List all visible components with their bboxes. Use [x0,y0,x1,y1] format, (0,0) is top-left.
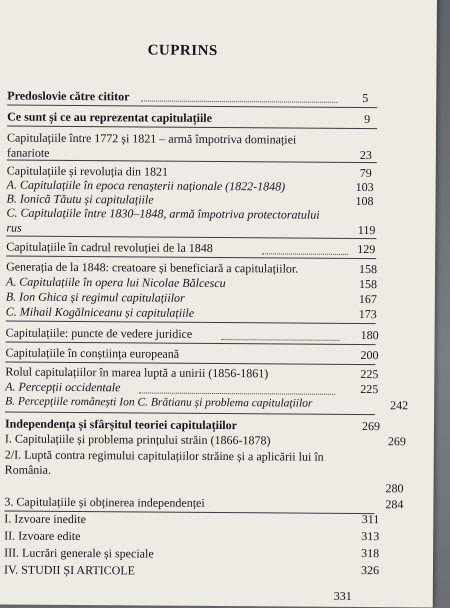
toc-entry-page: 311 [361,512,380,527]
separator-rule [5,412,375,416]
toc-entry-page: 129 [357,241,376,257]
toc-entry-page: 284 [385,497,404,512]
toc-entry-text: Capitulațiile în conștiința europeană [5,345,180,361]
toc-entry-text: C. Capitulațiile între 1830–1848, armă împotriva protectoratului [6,205,320,222]
toc-entry-page: 5 [362,91,369,106]
toc-entry-page: 103 [355,179,374,195]
toc-entry-page: 108 [355,193,374,209]
toc-entry-page: 23 [359,148,372,163]
toc-entry-text: III. Lucrări generale și speciale [4,545,154,561]
separator-rule [6,256,376,260]
toc-entry-text: A. Capitulațiile în epoca renașterii naționale (1822-1848) [6,177,286,194]
toc-entry-page: 280 [385,481,404,496]
toc-entry-page: 173 [358,307,377,322]
toc-entry-page: 158 [359,262,378,277]
separator-rule [7,126,377,130]
toc-entry-page: 119 [357,222,376,238]
toc-entry-text-cont: România. [4,462,52,477]
toc-entry-text: B. Ionică Tăutu și capitulațiile [6,191,154,207]
toc-entry-page: 269 [387,434,406,449]
toc-entry-text: A. Capitulațiile în opera lui Nicolae Bălcescu [5,274,226,291]
toc-entry-text: I. Izvoare inedite [4,511,87,527]
toc-entry-text: Independența și sfârșitul teoriei capitulațiilor [4,416,238,433]
toc-entry-text: B. Percepțiile românești Ion C. Brătianu și problema capitulațiilor [5,395,313,410]
toc-entry-page: 158 [358,277,378,292]
separator-rule [6,342,376,346]
toc-entry-page: 269 [361,419,381,434]
toc-entry-page: 200 [360,348,379,363]
toc-entry-text: Predoslovie către cititor [7,88,130,104]
toc-entry-text: Capitulațiile și revoluția din 1821 [6,163,169,179]
toc-entry-text: Capitulațiile: puncte de vedere juridice [5,325,193,341]
toc-entry-page: 313 [361,529,380,544]
toc-entry-text: II. Izvoare edite [4,528,81,544]
dot-leader [139,391,335,394]
toc-entry-page: 180 [360,328,379,343]
separator-rule [6,321,376,325]
toc-entry-text: Capitulațiile în cadrul revoluției de la 1848 [6,239,213,255]
toc-entry-text: A. Percepții occidentale [5,379,121,395]
toc-entry-text-cont: rus [6,220,22,235]
toc-entry-page: 225 [360,367,379,382]
toc-entry-text: Generația de la 1848: creatoare și beneficiară a capitulațiilor. [6,259,299,276]
page-number: 331 [333,588,352,603]
toc-entry-page: 326 [360,563,380,578]
toc-entry-text: C. Mihail Kogălniceanu și capitulațiile [5,304,195,320]
separator-rule [6,236,376,240]
toc-entry-page: 167 [358,292,377,307]
toc-entry-page: 225 [360,382,379,397]
toc-entry-text: B. Ion Ghica și regimul capitulațiilor [5,289,185,305]
toc-entry-text: 2/I. Luptă contra regimului capitulațiilor străine și a aplicării lui în [4,447,324,464]
toc-entry-text-cont: fanariote [6,145,50,160]
toc-entry-page: 79 [359,166,372,181]
toc-entry-text: I. Capitulațiile și problema prințului străin (1866-1878) [4,431,271,448]
toc-entry-page: 9 [364,112,371,127]
toc-entry-text: Capitulațiile între 1772 și 1821 – armă împotriva dominației [6,130,297,147]
toc-entry-text: Ce sunt și ce au reprezentat capitulațiile [7,109,213,125]
toc-entry-page: 242 [390,398,409,413]
toc-entry-text: IV. STUDII ȘI ARTICOLE [3,562,136,578]
separator-rule [7,105,377,109]
toc-entry-text: Rolul capitulațiilor în marea luptă a unirii (1856-1861) [5,364,269,381]
toc-entry-text: 3. Capitulațiile și obținerea independenței [4,494,205,510]
toc-entry-page: 318 [361,546,380,561]
page-title: CUPRINS [147,42,218,60]
